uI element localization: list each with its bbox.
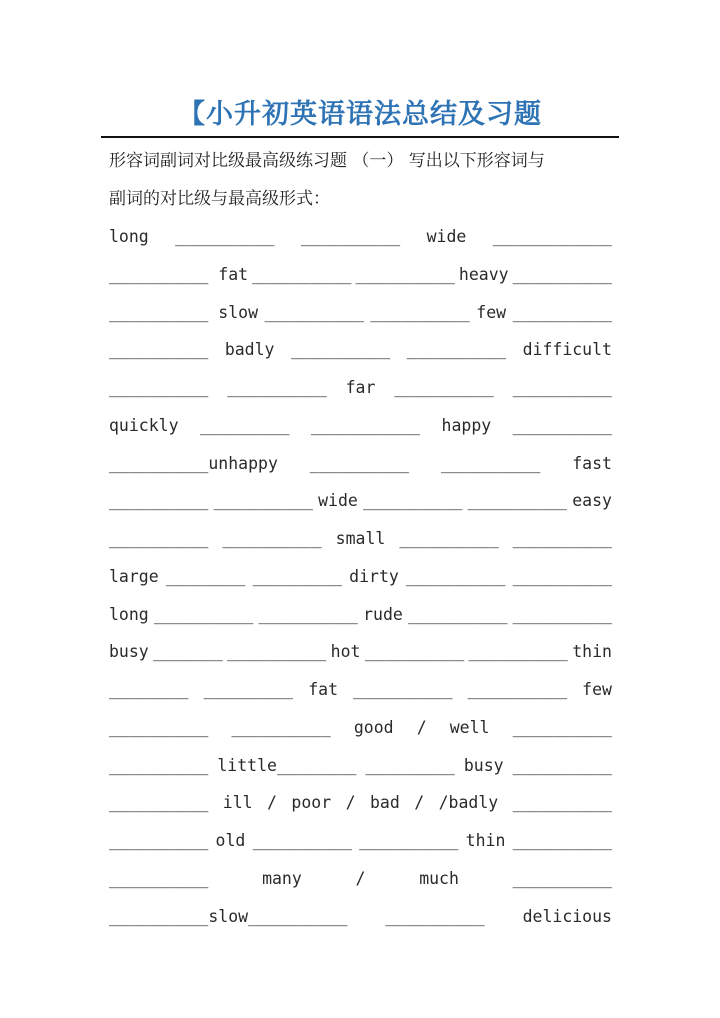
word-token: wide <box>426 227 467 246</box>
answer-blank: __________ <box>512 529 612 548</box>
word-token: / <box>414 793 425 812</box>
exercise-line <box>109 449 612 473</box>
answer-blank: __________ <box>441 454 541 473</box>
answer-blank: __________ <box>258 605 358 624</box>
answer-blank: __________ <box>109 756 209 775</box>
word-token: much <box>419 869 459 888</box>
word-token: / <box>355 869 366 888</box>
word-token: busy <box>109 642 149 661</box>
answer-blank: __________ <box>353 680 453 699</box>
answer-blank: __________ <box>512 831 612 850</box>
answer-blank: __________ <box>467 491 567 510</box>
word-token: /badly <box>438 793 499 812</box>
answer-blank: __________ <box>370 303 470 322</box>
word-token: thin <box>572 642 612 661</box>
answer-blank: __________ <box>512 265 612 284</box>
answer-blank: _________ <box>365 756 455 775</box>
word-token: few <box>476 303 507 322</box>
exercise-line <box>109 675 612 699</box>
answer-blank: __________ <box>109 718 209 737</box>
answer-blank: __________ <box>512 378 612 397</box>
answer-blank: _______ <box>153 642 223 661</box>
word-token: delicious <box>522 907 612 926</box>
answer-blank: __________ <box>512 416 612 435</box>
word-token: / <box>416 718 427 737</box>
answer-blank: __________ <box>227 378 327 397</box>
word-token: / <box>345 793 356 812</box>
answer-blank: ________ <box>165 567 246 586</box>
exercise-line <box>109 524 612 548</box>
word-token: long <box>109 605 149 624</box>
answer-blank: __________ <box>363 491 463 510</box>
answer-blank: _________ <box>252 567 342 586</box>
answer-blank: _________ <box>203 680 294 699</box>
answer-blank: __________ <box>385 907 485 926</box>
word-token: bad <box>369 793 400 812</box>
answer-blank: __________ <box>406 340 507 359</box>
word-token: far <box>345 378 376 397</box>
answer-blank: __________ <box>512 303 612 322</box>
word-token: well <box>449 718 490 737</box>
word-token: / <box>267 793 277 812</box>
word-token: good <box>353 718 394 737</box>
word-token: dirty <box>349 567 399 586</box>
answer-blank: __________ <box>213 491 313 510</box>
exercise-line <box>109 562 612 586</box>
word-token: little________ <box>217 756 357 775</box>
exercise-line <box>109 411 612 435</box>
answer-blank: ________ <box>109 680 189 699</box>
word-token: heavy <box>458 265 509 284</box>
answer-blank: __________ <box>222 529 322 548</box>
exercise-line <box>109 864 612 888</box>
intro-text-line-2: 副词的对比级与最高级形式： <box>109 189 330 209</box>
answer-blank: __________ <box>109 793 209 812</box>
exercise-line <box>109 826 612 850</box>
answer-blank: __________ <box>226 642 327 661</box>
word-token: __________ fat <box>109 265 249 284</box>
exercise-line <box>109 637 612 661</box>
answer-blank: __________ <box>109 491 209 510</box>
exercise-line <box>109 486 612 510</box>
exercise-line <box>109 751 612 775</box>
page-title: 【小升初英语语法总结及习题 <box>178 99 542 130</box>
answer-blank: __________ <box>406 567 506 586</box>
answer-blank: __________ <box>175 227 275 246</box>
answer-blank: __________ <box>467 680 568 699</box>
intro-text-line-1: 形容词副词对比级最高级练习题 （一） 写出以下形容词与 <box>109 151 545 171</box>
exercise-line <box>109 373 612 397</box>
answer-blank: ____________ <box>492 227 612 246</box>
word-token: many <box>262 869 302 888</box>
answer-blank: __________ <box>512 718 612 737</box>
answer-blank: __________ <box>252 265 352 284</box>
word-token: wide <box>318 491 358 510</box>
word-token: badly <box>224 340 275 359</box>
exercise-line <box>109 902 612 926</box>
answer-blank: __________ <box>512 869 612 888</box>
answer-blank: ___________ <box>310 416 421 435</box>
answer-blank: __________ <box>153 605 254 624</box>
word-token: easy <box>572 491 612 510</box>
title-divider <box>101 136 619 138</box>
word-token: difficult <box>522 340 612 359</box>
answer-blank: __________ <box>468 642 568 661</box>
answer-blank: __________ <box>512 756 612 775</box>
answer-blank: __________ <box>109 869 209 888</box>
exercise-line <box>109 600 612 624</box>
answer-blank: __________ <box>364 642 465 661</box>
answer-blank: __________ <box>109 340 209 359</box>
answer-blank: __________ <box>290 340 391 359</box>
word-token: poor <box>291 793 332 812</box>
exercise-line <box>109 260 612 284</box>
answer-blank: __________ <box>109 378 209 397</box>
answer-blank: _________ <box>199 416 290 435</box>
answer-blank: __________ <box>512 793 612 812</box>
answer-blank: __________ <box>399 529 499 548</box>
word-token: small <box>335 529 386 548</box>
word-token: quickly <box>109 416 179 435</box>
word-token: old <box>215 831 246 850</box>
exercise-line <box>109 222 612 246</box>
answer-blank: __________ <box>109 831 209 850</box>
answer-blank: __________ <box>309 454 410 473</box>
answer-blank: __________ <box>408 605 508 624</box>
answer-blank: __________ <box>512 567 612 586</box>
answer-blank: __________ <box>394 378 494 397</box>
word-token: __________slow__________ <box>109 907 348 926</box>
word-token: thin <box>465 831 506 850</box>
exercise-line <box>109 335 612 359</box>
word-token: hot <box>330 642 361 661</box>
word-token: rude <box>363 605 403 624</box>
answer-blank: __________ <box>231 718 331 737</box>
word-token: long <box>109 227 149 246</box>
answer-blank: __________ <box>355 265 455 284</box>
word-token: large <box>109 567 159 586</box>
exercise-line <box>109 788 612 812</box>
word-token: __________unhappy <box>109 454 278 473</box>
word-token: busy <box>463 756 504 775</box>
word-token: fat <box>308 680 339 699</box>
answer-blank: __________ <box>300 227 401 246</box>
word-token: __________ slow <box>109 303 259 322</box>
answer-blank: __________ <box>512 605 612 624</box>
exercise-line <box>109 298 612 322</box>
answer-blank: __________ <box>252 831 352 850</box>
answer-blank: __________ <box>264 303 364 322</box>
exercise-line <box>109 713 612 737</box>
word-token: ill <box>222 793 253 812</box>
word-token: fast <box>572 454 612 473</box>
word-token: happy <box>441 416 492 435</box>
answer-blank: __________ <box>109 529 209 548</box>
word-token: few <box>582 680 612 699</box>
answer-blank: __________ <box>359 831 459 850</box>
